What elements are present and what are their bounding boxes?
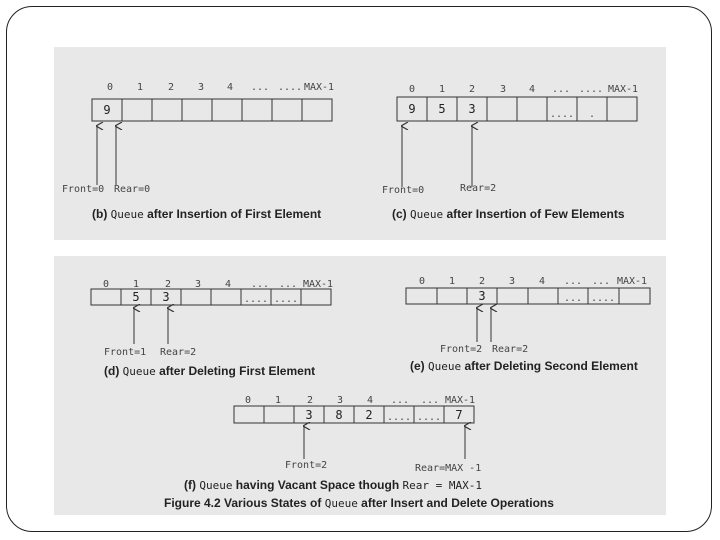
figure-c	[382, 84, 638, 221]
index-label: 1	[448, 276, 456, 287]
figure-b	[62, 82, 334, 221]
caption-prefix: (b)	[92, 207, 111, 221]
index-label: ....	[578, 84, 604, 95]
caption-suffix: after Deleting Second Element	[461, 359, 638, 373]
diagram-top	[54, 47, 666, 240]
queue-f-indices	[245, 395, 475, 406]
front-pointer-label: Front=0	[382, 185, 425, 196]
index-label: MAX-1	[302, 279, 334, 290]
cell-value: 2	[365, 408, 373, 422]
index-label: ...	[250, 82, 270, 93]
index-label: ...	[420, 395, 440, 406]
caption-suffix: after Insertion of First Element	[143, 207, 322, 221]
index-label: 4	[366, 395, 374, 406]
index-label: 2	[167, 82, 175, 93]
index-label: 2	[478, 276, 486, 287]
cell-value: ....	[590, 293, 616, 304]
index-label: 0	[244, 395, 252, 406]
index-label: 4	[224, 279, 232, 290]
cell-value: .	[588, 109, 596, 120]
figure-caption-suffix: after Insert and Delete Operations	[357, 496, 554, 510]
cell-value: ....	[273, 294, 299, 305]
rear-pointer-label: Rear=MAX -1	[415, 463, 482, 474]
caption-e	[410, 359, 638, 373]
cell-value: 9	[103, 103, 111, 117]
scan-panel-top	[54, 47, 666, 240]
scan-panel-bottom	[54, 256, 666, 515]
index-label: ...	[591, 276, 611, 287]
cell-value: 3	[478, 289, 486, 303]
figure-e	[406, 276, 650, 373]
cell-value: ....	[549, 109, 575, 120]
index-label: ...	[551, 84, 571, 95]
index-label: 3	[508, 276, 516, 287]
queue-e-indices	[419, 276, 647, 287]
index-label: 1	[136, 82, 144, 93]
caption-prefix: (e)	[410, 359, 428, 373]
cell-value: ...	[563, 293, 583, 304]
index-label: 3	[336, 395, 344, 406]
caption-rear-expr: Rear = MAX-1	[402, 479, 482, 492]
queue-c-array	[397, 97, 637, 121]
cell-value: 9	[408, 102, 416, 116]
caption-c	[392, 207, 625, 221]
cell-value: 5	[132, 290, 140, 304]
index-label: 0	[418, 276, 426, 287]
index-label: 4	[528, 84, 536, 95]
front-pointer-label: Front=0	[62, 184, 105, 195]
caption-prefix: (c)	[392, 207, 410, 221]
figure-caption-queue-word: Queue	[324, 497, 358, 510]
queue-d-indices	[103, 279, 333, 290]
index-label: 3	[197, 82, 205, 93]
rear-pointer-label: Rear=2	[492, 344, 529, 355]
caption-suffix: after Insertion of Few Elements	[443, 207, 625, 221]
figure-caption-prefix: Figure 4.2 Various States of	[164, 496, 325, 510]
cell-value: 8	[335, 408, 343, 422]
index-label: ...	[390, 395, 410, 406]
index-label: 2	[306, 395, 314, 406]
figure-caption	[164, 496, 554, 510]
caption-prefix: (f)	[184, 478, 200, 492]
queue-c-indices	[409, 84, 638, 95]
index-label: 2	[164, 279, 172, 290]
index-label: 0	[106, 82, 114, 93]
index-label: 4	[538, 276, 546, 287]
index-label: 3	[499, 84, 507, 95]
index-label: 2	[468, 84, 476, 95]
caption-suffix: having Vacant Space though	[232, 478, 403, 492]
cell-value: 3	[162, 290, 170, 304]
index-label: 4	[226, 82, 234, 93]
index-label: 0	[408, 84, 416, 95]
index-label: 1	[132, 279, 140, 290]
index-label: MAX-1	[303, 82, 335, 93]
caption-queue-word: Queue	[122, 365, 156, 378]
index-label: ....	[277, 82, 303, 93]
caption-queue-word: Queue	[410, 208, 444, 221]
index-label: 3	[194, 279, 202, 290]
queue-b-array	[92, 99, 332, 121]
index-label: ...	[563, 276, 583, 287]
front-pointer-label: Front=2	[285, 460, 328, 471]
index-label: MAX-1	[607, 84, 639, 95]
cell-value: ....	[386, 412, 412, 423]
caption-queue-word: Queue	[428, 360, 462, 373]
queue-b-indices	[107, 82, 334, 93]
caption-queue-word: Queue	[199, 479, 233, 492]
cell-value: ....	[416, 412, 442, 423]
figure-d	[91, 279, 333, 378]
front-pointer-label: Front=2	[440, 344, 483, 355]
index-label: 1	[274, 395, 282, 406]
index-label: 0	[102, 279, 110, 290]
cell-value: 5	[438, 102, 446, 116]
front-pointer-label: Front=1	[104, 347, 147, 358]
cell-value: 3	[305, 408, 313, 422]
diagram-bottom	[54, 256, 666, 515]
caption-d	[104, 364, 315, 378]
rear-pointer-label: Rear=0	[114, 184, 151, 195]
caption-suffix: after Deleting First Element	[155, 364, 316, 378]
caption-f	[184, 478, 482, 492]
caption-prefix: (d)	[104, 364, 123, 378]
cell-value: 3	[468, 102, 476, 116]
index-label: ...	[250, 279, 270, 290]
queue-d-array	[91, 289, 331, 305]
caption-queue-word: Queue	[110, 208, 144, 221]
queue-f-array	[234, 406, 474, 423]
index-label: MAX-1	[444, 395, 476, 406]
index-label: MAX-1	[616, 276, 648, 287]
rear-pointer-label: Rear=2	[460, 183, 497, 194]
figure-f	[184, 395, 482, 492]
index-label: 1	[438, 84, 446, 95]
cell-value: ....	[243, 294, 269, 305]
caption-b	[92, 207, 321, 221]
rear-pointer-label: Rear=2	[160, 347, 197, 358]
index-label: ...	[278, 279, 298, 290]
cell-value: 7	[455, 408, 463, 422]
queue-e-array	[406, 288, 650, 304]
